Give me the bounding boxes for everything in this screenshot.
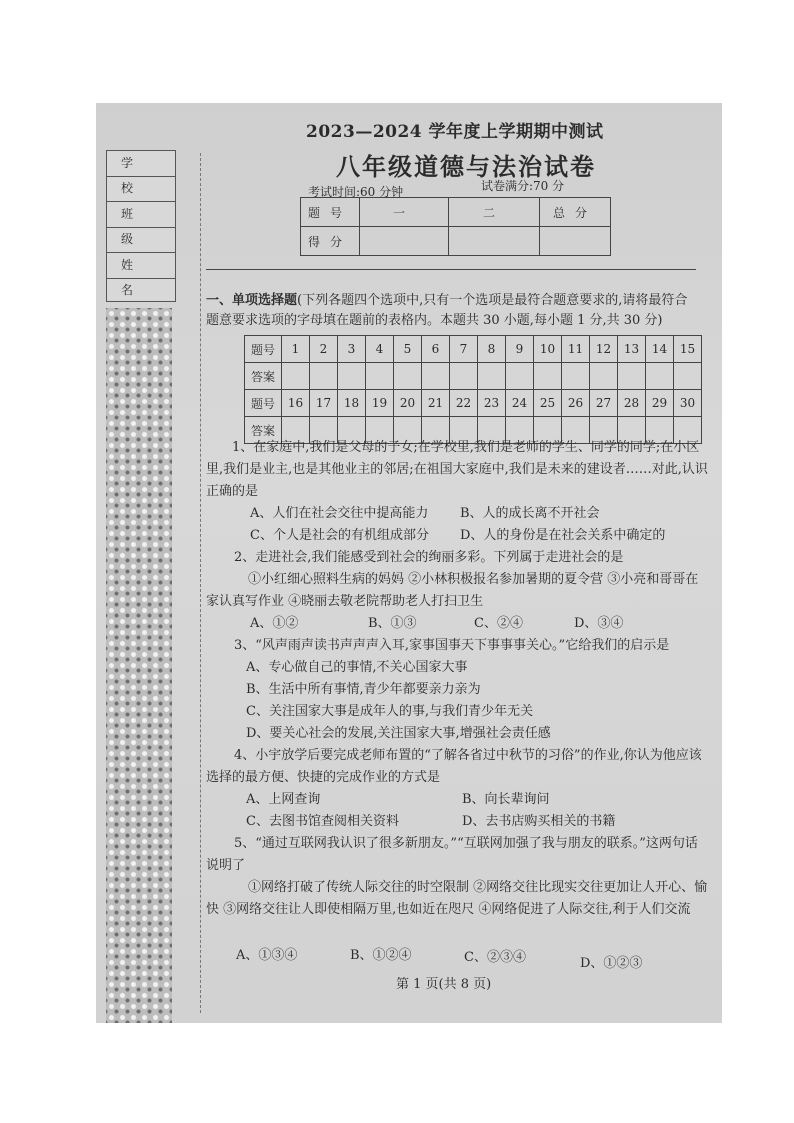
student-info-box <box>106 150 176 302</box>
divider <box>206 269 696 270</box>
answer-ans-label: 答案 <box>245 363 282 390</box>
page-number-footer: 第 1 页(共 8 页) <box>396 977 492 992</box>
answer-cell <box>674 363 702 390</box>
answer-num-cell: 11 <box>562 336 590 363</box>
answer-num-cell: 15 <box>674 336 702 363</box>
answer-num-cell: 9 <box>506 336 534 363</box>
answer-num-cell: 19 <box>366 390 394 417</box>
answer-num-cell: 6 <box>422 336 450 363</box>
question-4-option-b: B、向长辈询问 <box>462 792 550 807</box>
score-cell <box>540 227 611 256</box>
answer-table-row <box>245 390 702 417</box>
exam-period-title: 2023—2024 学年度上学期期中测试 <box>306 122 604 142</box>
question-3-stem: 3、“风声雨声读书声声声入耳,家事国事天下事事事关心。”它给我们的启示是 <box>234 638 670 653</box>
question-5-stem: 5、“通过互联网我认识了很多新朋友。”“互联网加强了我与朋友的联系。”这两句话说明了 <box>206 836 698 873</box>
answer-num-cell: 14 <box>646 336 674 363</box>
answer-cell <box>366 363 394 390</box>
question-4-stem: 4、小宇放学后要完成老师布置的“了解各省过中秋节的习俗”的作业,你认为他应该选择的最方便、快捷的完成作业的方式是 <box>206 748 702 785</box>
answer-num-cell: 18 <box>338 390 366 417</box>
answer-cell <box>338 363 366 390</box>
score-header-two: 二 <box>449 198 540 227</box>
answer-num-label: 题号 <box>245 390 282 417</box>
answer-num-cell: 21 <box>422 390 450 417</box>
score-table <box>300 197 611 256</box>
answer-num-cell: 24 <box>506 390 534 417</box>
question-2-option-c: C、②④ <box>474 616 523 631</box>
score-header-total: 总分 <box>540 198 611 227</box>
answer-cell <box>422 363 450 390</box>
question-2-option-a: A、①② <box>250 616 299 631</box>
answer-num-cell: 26 <box>562 390 590 417</box>
question-5-option-d: D、①②③ <box>580 956 643 971</box>
answer-num-cell: 20 <box>394 390 422 417</box>
answer-num-cell: 1 <box>282 336 310 363</box>
answer-num-cell: 16 <box>282 390 310 417</box>
answer-table-row <box>245 336 702 363</box>
answer-num-cell: 30 <box>674 390 702 417</box>
question-3-option-c: C、关注国家大事是成年人的事,与我们青少年无关 <box>246 704 534 719</box>
question-4-option-c: C、去图书馆查阅相关资料 <box>246 814 399 829</box>
question-5-option-a: A、①③④ <box>236 948 298 963</box>
exam-full-score: 试卷满分:70 分 <box>481 179 565 193</box>
exam-paper <box>96 103 722 1023</box>
section-one-description: (下列各题四个选项中,只有一个选项是最符合题意要求的,请将最符合题意要求选项的字母填在题前的表格内。本题共 30 小题,每小题 1 分,共 30 分) <box>206 293 688 328</box>
school-label: 学校 <box>107 151 175 177</box>
section-one-title: 一、单项选择题 <box>206 293 298 308</box>
answer-num-cell: 28 <box>618 390 646 417</box>
exam-subject-title: 八年级道德与法治试卷 <box>336 152 596 181</box>
answer-num-cell: 3 <box>338 336 366 363</box>
answer-cell <box>394 363 422 390</box>
question-1-option-d: D、人的身份是在社会关系中确定的 <box>460 528 666 543</box>
name-label: 姓名 <box>107 253 175 279</box>
answer-cell <box>450 363 478 390</box>
question-4-option-d: D、去书店购买相关的书籍 <box>462 814 616 829</box>
question-2-option-d: D、③④ <box>574 616 624 631</box>
answer-cell <box>562 363 590 390</box>
question-3-option-d: D、要关心社会的发展,关注国家大事,增强社会责任感 <box>246 726 551 741</box>
answer-num-cell: 10 <box>534 336 562 363</box>
score-header-num: 题号 <box>301 198 360 227</box>
question-2-items: ①小红细心照料生病的妈妈 ②小林积极报名参加暑期的夏令营 ③小亮和哥哥在家认真写作业 ④晓丽去敬老院帮助老人打扫卫生 <box>206 572 699 609</box>
answer-num-cell: 5 <box>394 336 422 363</box>
answer-cell <box>646 363 674 390</box>
answer-num-cell: 17 <box>310 390 338 417</box>
answer-num-cell: 8 <box>478 336 506 363</box>
answer-cell <box>478 363 506 390</box>
answer-cell <box>506 363 534 390</box>
question-1-option-c: C、个人是社会的有机组成部分 <box>250 528 429 543</box>
answer-cell <box>618 363 646 390</box>
answer-num-cell: 7 <box>450 336 478 363</box>
answer-num-cell: 23 <box>478 390 506 417</box>
question-5-option-b: B、①②④ <box>350 948 412 963</box>
answer-num-cell: 2 <box>310 336 338 363</box>
question-2-stem: 2、走进社会,我们能感受到社会的绚丽多彩。下列属于走进社会的是 <box>234 550 624 565</box>
seal-line <box>200 153 201 1013</box>
score-row-label: 得分 <box>301 227 360 256</box>
question-4-option-a: A、上网查询 <box>246 792 321 807</box>
answer-num-cell: 22 <box>450 390 478 417</box>
answer-num-cell: 27 <box>590 390 618 417</box>
answer-num-cell: 25 <box>534 390 562 417</box>
answer-cell <box>534 363 562 390</box>
exam-time: 考试时间:60 分钟 <box>308 185 404 199</box>
question-5-option-c: C、②③④ <box>464 950 526 965</box>
answer-cell <box>310 363 338 390</box>
question-1-stem: 1、在家庭中,我们是父母的子女;在学校里,我们是老师的学生、同学的同学;在小区里,我们是业主,也是其他业主的邻居;在祖国大家庭中,我们是未来的建设者……对此,认识正确的是 <box>206 440 708 499</box>
answer-num-cell: 4 <box>366 336 394 363</box>
answer-num-cell: 29 <box>646 390 674 417</box>
score-cell <box>360 227 449 256</box>
answer-table <box>244 335 702 444</box>
question-3-option-a: A、专心做自己的事情,不关心国家大事 <box>246 660 468 675</box>
question-3-option-b: B、生活中所有事情,青少年都要亲力亲为 <box>246 682 481 697</box>
section-one-heading <box>206 291 696 331</box>
question-1-option-a: A、人们在社会交往中提高能力 <box>250 506 429 521</box>
question-5-items: ①网络打破了传统人际交往的时空限制 ②网络交往比现实交往更加让人开心、愉快 ③网络交往让人即使相隔万里,也如近在咫尺 ④网络促进了人际交往,利于人们交流 <box>206 880 708 917</box>
answer-cell <box>282 363 310 390</box>
answer-num-cell: 12 <box>590 336 618 363</box>
answer-table-row <box>245 363 702 390</box>
class-label: 班级 <box>107 202 175 228</box>
answer-cell <box>590 363 618 390</box>
score-header-one: 一 <box>360 198 449 227</box>
question-2-option-b: B、①③ <box>368 616 417 631</box>
answer-ans-label: 答案 <box>245 417 282 444</box>
answer-num-label: 题号 <box>245 336 282 363</box>
decorative-pattern-strip <box>106 308 172 1023</box>
answer-num-cell: 13 <box>618 336 646 363</box>
question-1-option-b: B、人的成长离不开社会 <box>460 506 600 521</box>
score-cell <box>449 227 540 256</box>
